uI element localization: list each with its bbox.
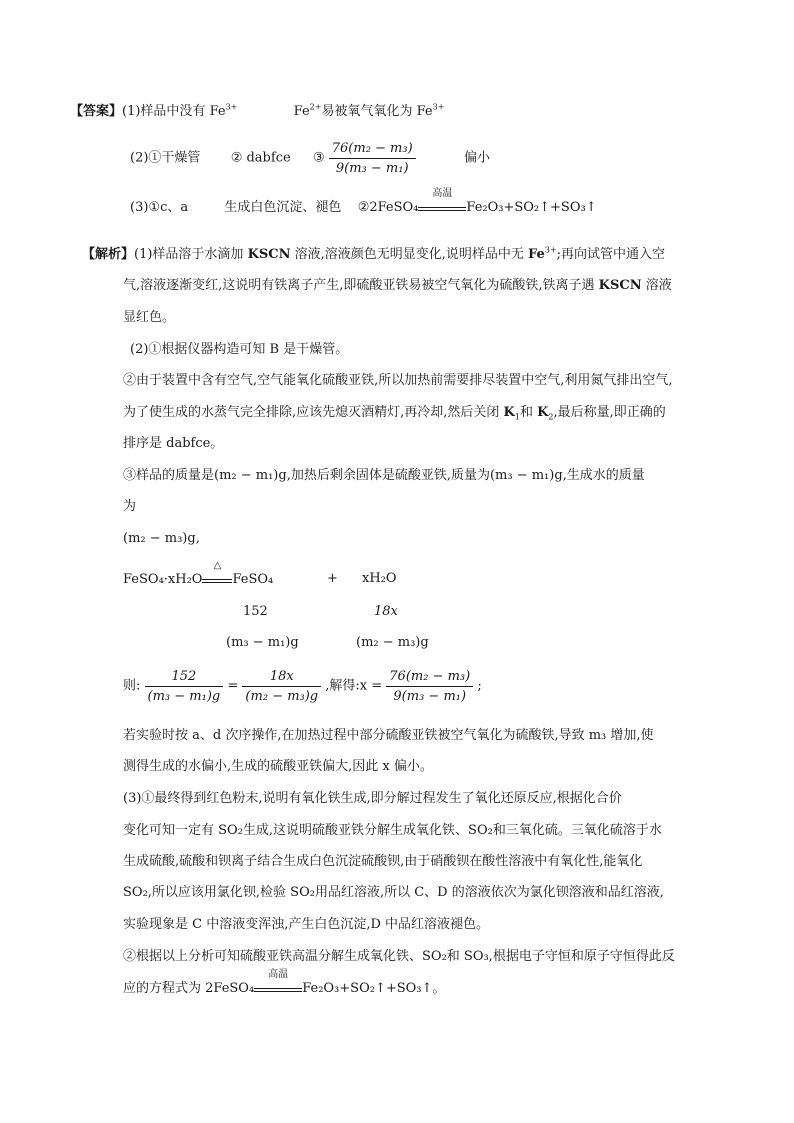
analysis-p3-line-3: 排序是 dabfce。 [123,436,224,451]
answer-line-3 [130,188,597,217]
reaction-product-1: FeSO₄ [232,572,274,587]
analysis-p4-line-3: (m₂ − m₃)g, [123,531,200,546]
reaction-plus: + [327,571,338,586]
reaction-equation [123,560,274,589]
analysis-p5-line-2: 测得生成的水偏小,生成的硫酸亚铁偏大,因此 x 偏小。 [123,759,433,774]
ratio-fraction-2: $\frac{18x}{\text{(m₂ − m₃)g}}$ [242,668,321,705]
analysis-p3-line-2: 为了使生成的水蒸气完全排除,应该先熄灭酒精灯,再冷却,然后关闭 $K_1$和 $K_2$,最后称量,即正确的 [123,405,666,422]
analysis-p6-line-1: (3)①最终得到红色粉末,说明有氧化铁生成,即分解过程发生了氧化还原反应,根据化合价 [123,791,622,806]
answer-line-2 [130,140,490,177]
answer-2-a: (2)①干燥管 [130,150,201,166]
analysis-p1-line-2: 气,溶液逐渐变红,这说明有铁离子产生,即硫酸亚铁易被空气氧化为硫酸铁,铁离子遇 KSCN 溶液 [123,278,672,293]
answer-1-fe: Fe [293,104,310,119]
answer-line-1: 【答案】(1)样品中没有 $Fe^{3+}$ $Fe^{2+}$易被氧气氧化为 $Fe^{3+}$ [70,102,445,119]
analysis-p6-line-2: 变化可知一定有 SO₂生成,这说明硫酸亚铁分解生成氧化铁、SO₂和三氧化硫。三氧化硫溶于水 [123,823,662,838]
heat-condition: △ [202,570,232,583]
analysis-p1-line-1: 【解析】(1)样品溶于水滴加 KSCN 溶液,溶液颜色无明显变化,说明样品中无 $Fe^{3+}$;再向试管中通入空 [82,245,666,262]
analysis-label: 【解析】 [82,247,135,262]
analysis-p6-line-3: 生成硫酸,硫酸和钡离子结合生成白色沉淀硫酸钡,由于硝酸钡在酸性溶液中有氧化性,能氧化 [123,854,643,869]
reaction-reactant: FeSO₄·xH₂O [123,572,203,587]
analysis-p2: (2)①根据仪器构造可知 B 是干燥管。 [130,342,349,357]
answer-2-c: ③ [312,150,325,166]
analysis-p7-line-1: ②根据以上分析可知硫酸亚铁高温分解生成氧化铁、SO₂和 SO₃,根据电子守恒和原子守恒得此反 [123,949,675,964]
analysis-p4-line-1: ③样品的质量是(m₂ − m₁)g,加热后剩余固体是硫酸亚铁,质量为(m₃ − m₁)g,生成水的质量 [123,468,645,483]
high-temp-condition: 高温 [418,198,466,211]
analysis-p4-line-2: 为 [123,499,137,514]
answer-2-d: 偏小 [463,150,490,166]
analysis-p1-line-3: 显红色。 [123,310,176,325]
answer-2-b: ② dabfce [230,150,291,166]
result-fraction: $\frac{\text{76(m₂ − m₃)}}{\text{9(m₃ − m₁)}}$ [386,668,473,705]
molar-mass-2: 18x [374,604,398,619]
solve-line: 则: $\frac{152}{\text{(m₃ − m₁)g}}$ = $\frac{18x}{\text{(m₂ − m₃)g}}$ ,解得:x = $\frac{\text{76(m₂ − m₃)}}{\text{9(m₃ − m₁)}}$ ; [123,669,482,704]
answer-3-d: Fe₂O₃+SO₂↑+SO₃↑ [466,200,597,215]
analysis-p6-line-4: SO₂,所以应该用氯化钡,检验 SO₂用品红溶液,所以 C、D 的溶液依次为氯化钡溶液和品红溶液, [123,885,664,900]
analysis-p7-line-2: 应的方程式为 2FeSO₄ 高温 Fe₂O₃+SO₂↑+SO₃↑。 [123,969,446,996]
answer-1-oxidize: 易被氧气氧化为 Fe [321,104,433,119]
mass-2: (m₂ − m₃)g [356,635,429,650]
analysis-p5-line-1: 若实验时按 a、d 次序操作,在加热过程中部分硫酸亚铁被空气氧化为硫酸铁,导致 m₃ 增加,使 [123,728,654,743]
molar-mass-1: 152 [243,604,268,619]
high-temp-condition-2: 高温 [254,979,302,992]
reaction-product-2: xH₂O [362,571,397,586]
mass-1: (m₃ − m₁)g [226,635,299,650]
answer-1-text: (1)样品中没有 Fe [122,104,226,119]
answer-3-b: 生成白色沉淀、褪色 [224,200,342,215]
analysis-p3-line-1: ②由于装置中含有空气,空气能氧化硫酸亚铁,所以加热前需要排尽装置中空气,利用氮气排出空气, [123,373,673,388]
analysis-p6-line-5: 实验现象是 C 中溶液变浑浊,产生白色沉淀,D 中品红溶液褪色。 [123,917,490,932]
answer-3-a: (3)①c、a [130,200,189,215]
answer-fraction: $\frac{\text{76(m₂ − m₃)}}{\text{9(m₃ − m₁)}}$ [329,140,416,177]
answer-3-c: ②2FeSO₄ [357,200,419,215]
answer-label: 【答案】 [70,104,123,119]
ratio-fraction-1: $\frac{152}{\text{(m₃ − m₁)g}}$ [145,668,224,705]
